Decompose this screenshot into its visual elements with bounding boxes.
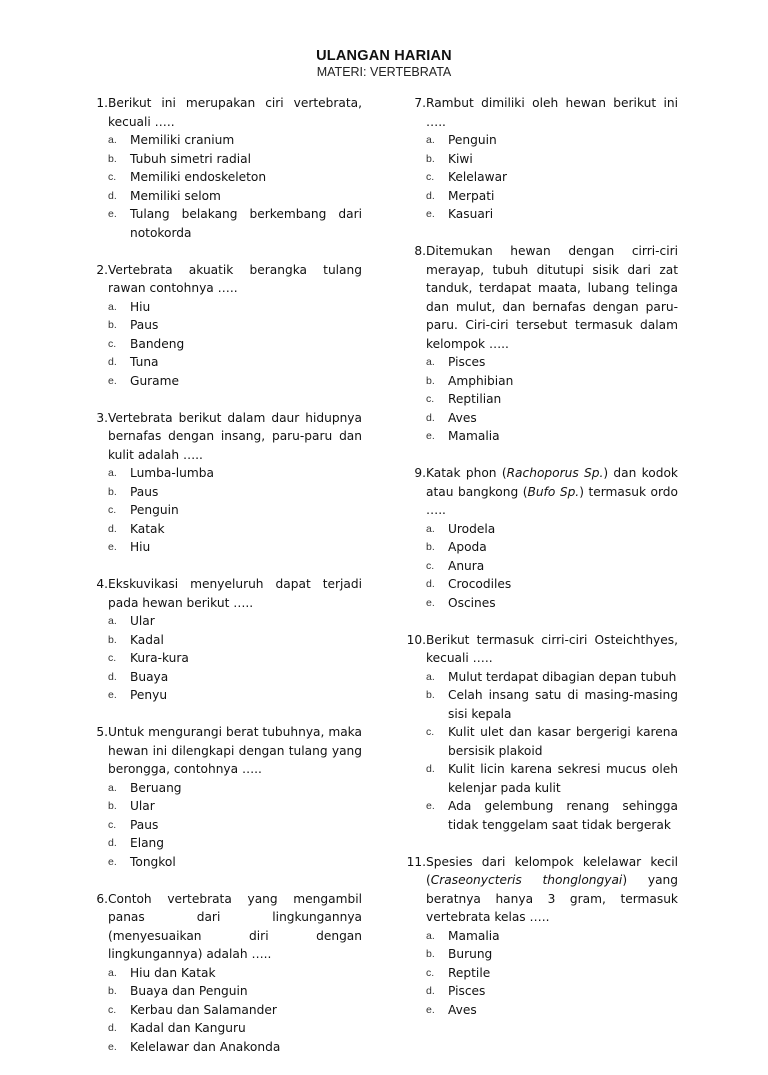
option-letter: a. (426, 670, 435, 683)
option-text: Mulut terdapat dibagian depan tubuh (448, 669, 677, 684)
option-letter: e. (108, 689, 117, 701)
option-list (402, 353, 678, 446)
answer-option (426, 760, 678, 797)
question-number: 1. (96, 96, 108, 110)
answer-option (108, 150, 362, 169)
answer-option (108, 168, 362, 187)
option-letter: a. (108, 300, 117, 313)
question-number: 2. (96, 262, 108, 277)
answer-option (108, 834, 362, 853)
question-number: 9. (414, 466, 426, 480)
question-text: Contoh vertebrata yang mengambil panas dari lingkungannya (menyesuaikan diri dengan lingkungannya) adalah ….. (108, 891, 362, 961)
answer-option (426, 557, 678, 576)
question-text: Untuk mengurangi berat tubuhnya, maka hewan ini dilengkapi dengan tulang yang berongga, contohnya ….. (108, 725, 362, 776)
option-letter: e. (426, 430, 435, 442)
option-letter: a. (108, 781, 117, 794)
answer-option (426, 131, 678, 150)
option-text: Hiu dan Katak (130, 965, 216, 980)
option-text: Kerbau dan Salamander (130, 1002, 277, 1017)
answer-option (426, 187, 678, 206)
answer-option (108, 372, 362, 391)
option-text: Mamalia (448, 928, 500, 943)
option-letter: d. (426, 985, 435, 997)
option-letter: e. (108, 541, 117, 553)
option-text: Paus (130, 318, 159, 332)
question-number: 5. (96, 725, 108, 739)
option-text: Urodela (448, 521, 496, 536)
option-letter: c. (108, 818, 117, 831)
question-number: 3. (96, 410, 108, 425)
question-text-part: ) dan kodok atau bangkong ( (426, 466, 678, 499)
answer-option (108, 131, 362, 150)
species-name: Rachoporus Sp. (506, 466, 604, 480)
option-list (84, 612, 362, 705)
question-number: 8. (414, 244, 426, 258)
option-letter: a. (426, 134, 435, 146)
answer-option (426, 353, 678, 372)
answer-option (426, 372, 678, 391)
option-text: Kulit licin karena sekresi mucus oleh kelenjar pada kulit (448, 762, 678, 795)
question-item (402, 853, 678, 1020)
page-title: ULANGAN HARIAN (316, 48, 452, 64)
option-letter: b. (108, 633, 117, 646)
option-list (84, 964, 362, 1057)
page-subtitle: MATERI: VERTEBRATA (316, 65, 452, 79)
answer-option (426, 927, 678, 946)
option-letter: c. (426, 559, 435, 572)
answer-option (108, 464, 362, 483)
option-text: Kiwi (448, 151, 473, 166)
right-column (402, 94, 678, 1038)
option-letter: c. (108, 337, 117, 350)
option-letter: c. (426, 966, 435, 979)
answer-option (426, 427, 678, 446)
answer-option (108, 797, 362, 816)
option-letter: e. (108, 855, 117, 868)
option-letter: d. (108, 522, 117, 535)
option-text: Reptile (448, 965, 491, 980)
option-text: Kulit ulet dan kasar bergerigi karena bersisik plakoid (448, 725, 678, 758)
answer-option (426, 168, 678, 187)
answer-option (426, 797, 678, 834)
answer-option (426, 594, 678, 613)
question-text: Ekskuvikasi menyeluruh dapat terjadi pada hewan berikut ….. (108, 577, 362, 610)
option-letter: b. (426, 948, 435, 960)
option-text: Tubuh simetri radial (130, 151, 251, 166)
question-text: Berikut termasuk cirri-ciri Osteichthyes, kecuali ….. (426, 632, 678, 665)
answer-option (108, 187, 362, 206)
question-head (84, 723, 362, 779)
option-text: Crocodiles (448, 577, 512, 591)
option-text: Anura (448, 558, 485, 573)
question-head (84, 890, 362, 964)
option-letter: c. (426, 393, 435, 405)
option-letter: a. (108, 134, 117, 146)
question-item (402, 94, 678, 224)
option-letter: b. (426, 689, 435, 701)
question-text: Rambut dimiliki oleh hewan berikut ini ….. (426, 96, 678, 129)
answer-option (108, 501, 362, 520)
option-letter: e. (426, 208, 435, 220)
option-text: Elang (130, 836, 165, 850)
question-item (402, 464, 678, 612)
option-text: Amphibian (448, 373, 514, 388)
option-letter: b. (108, 319, 117, 331)
question-item (84, 575, 362, 705)
option-letter: c. (108, 652, 117, 664)
option-text: Tuna (130, 355, 159, 369)
question-head (402, 242, 678, 353)
question-head (402, 631, 678, 668)
option-text: Aves (448, 410, 477, 425)
answer-option (108, 982, 362, 1001)
answer-option (108, 1001, 362, 1020)
option-letter: a. (426, 929, 435, 942)
option-text: Celah insang satu di masing-masing sisi kepala (448, 688, 678, 721)
option-letter: b. (108, 485, 117, 498)
question-item (84, 261, 362, 391)
option-letter: d. (108, 356, 117, 368)
question-head (84, 409, 362, 465)
question-head (84, 94, 362, 131)
option-text: Kelelawar (448, 170, 508, 184)
option-letter: a. (108, 467, 117, 479)
option-letter: a. (108, 966, 117, 979)
option-letter: b. (426, 374, 435, 387)
option-letter: c. (426, 171, 435, 183)
question-item (84, 409, 362, 557)
option-text: Buaya (130, 669, 169, 684)
answer-option (108, 779, 362, 798)
option-letter: c. (108, 171, 117, 183)
option-text: Merpati (448, 188, 495, 203)
question-head (84, 261, 362, 298)
option-text: Kadal (130, 632, 164, 647)
option-text: Mamalia (448, 429, 500, 443)
option-text: Memiliki cranium (130, 133, 235, 147)
answer-option (108, 1038, 362, 1057)
option-list (402, 520, 678, 613)
option-letter: e. (108, 1040, 117, 1053)
option-letter: d. (108, 837, 117, 849)
option-text: Paus (130, 817, 159, 832)
option-text: Memiliki endoskeleton (130, 170, 267, 184)
option-letter: d. (108, 670, 117, 683)
option-text: Tulang belakang berkembang dari notokorda (130, 207, 362, 240)
answer-option (426, 409, 678, 428)
option-letter: a. (426, 356, 435, 368)
option-text: Bandeng (130, 336, 185, 351)
option-text: Reptilian (448, 392, 502, 406)
option-list (402, 668, 678, 835)
answer-option (108, 483, 362, 502)
answer-option (108, 631, 362, 650)
answer-option (108, 205, 362, 242)
question-text: Vertebrata berikut dalam daur hidupnya bernafas dengan insang, paru-paru dan kulit adalah ….. (108, 410, 362, 462)
question-head (402, 464, 678, 520)
option-letter: e. (108, 374, 117, 387)
option-list (84, 131, 362, 242)
question-text: Ditemukan hewan dengan cirri-ciri merayap, tubuh ditutupi sisik dari zat tanduk, terdapat maata, lubang telinga dan mulut, dan bernafas dengan paru-paru. Ciri-ciri tersebut termasuk dalam kelompok ….. (426, 244, 678, 351)
question-item (84, 94, 362, 242)
option-letter: d. (426, 578, 435, 590)
option-text: Burung (448, 947, 493, 961)
question-item (402, 631, 678, 835)
answer-option (426, 150, 678, 169)
option-letter: e. (108, 208, 117, 220)
answer-option (426, 575, 678, 594)
option-text: Paus (130, 484, 159, 499)
option-letter: d. (108, 1022, 117, 1034)
option-letter: e. (426, 800, 435, 812)
option-text: Pisces (448, 355, 486, 369)
option-text: Ular (130, 799, 155, 813)
option-letter: c. (108, 1003, 117, 1016)
option-letter: d. (426, 411, 435, 424)
answer-option (108, 649, 362, 668)
question-head (402, 94, 678, 131)
answer-option (108, 538, 362, 557)
question-text: Berikut ini merupakan ciri vertebrata, kecuali ….. (108, 96, 362, 129)
option-letter: e. (426, 1003, 435, 1016)
option-letter: b. (426, 541, 435, 553)
option-text: Pisces (448, 984, 486, 998)
option-letter: d. (426, 763, 435, 775)
option-text: Beruang (130, 780, 182, 795)
option-text: Kasuari (448, 207, 494, 221)
answer-option (426, 538, 678, 557)
option-text: Gurame (130, 373, 180, 388)
question-text-part: ) yang beratnya hanya 3 gram, termasuk vertebrata kelas ….. (426, 873, 678, 924)
option-text: Hiu (130, 540, 151, 554)
answer-option (108, 853, 362, 872)
option-list (84, 779, 362, 872)
question-item (84, 890, 362, 1057)
question-text-part: Spesies dari kelompok kelelawar kecil ( (426, 854, 678, 887)
option-text: Oscines (448, 595, 496, 610)
answer-option (426, 1001, 678, 1020)
question-text-part: ) termasuk ordo ….. (426, 484, 678, 517)
answer-option (108, 335, 362, 354)
option-text: Lumba-lumba (130, 466, 214, 480)
question-number: 11. (406, 854, 426, 869)
option-letter: c. (426, 726, 435, 738)
option-list (402, 927, 678, 1020)
answer-option (108, 316, 362, 335)
answer-option (108, 520, 362, 539)
option-letter: d. (426, 189, 435, 202)
option-text: Katak (130, 521, 165, 536)
question-head (84, 575, 362, 612)
option-letter: e. (426, 596, 435, 609)
question-text-part: Katak phon ( (426, 466, 507, 480)
option-text: Ular (130, 614, 155, 628)
option-text: Hiu (130, 299, 151, 314)
question-number: 6. (96, 891, 108, 906)
option-text: Tongkol (130, 854, 176, 869)
answer-option (108, 298, 362, 317)
question-item (402, 242, 678, 446)
answer-option (108, 612, 362, 631)
option-text: Penyu (130, 688, 168, 702)
option-letter: d. (108, 189, 117, 202)
question-number: 4. (96, 577, 108, 591)
answer-option (426, 945, 678, 964)
answer-option (426, 668, 678, 687)
option-list (84, 464, 362, 557)
answer-option (108, 353, 362, 372)
question-text: Vertebrata akuatik berangka tulang rawan contohnya ….. (108, 262, 362, 295)
question-number: 10. (406, 632, 426, 647)
answer-option (108, 964, 362, 983)
option-text: Ada gelembung renang sehingga tidak tenggelam saat tidak bergerak (448, 799, 678, 832)
answer-option (108, 686, 362, 705)
option-letter: b. (108, 800, 117, 812)
option-letter: b. (426, 152, 435, 165)
answer-option (426, 686, 678, 723)
answer-option (426, 964, 678, 983)
option-text: Penguin (448, 133, 497, 147)
option-text: Kura-kura (130, 651, 189, 665)
answer-option (426, 723, 678, 760)
option-letter: a. (426, 522, 435, 535)
option-text: Memiliki selom (130, 188, 221, 203)
answer-option (108, 816, 362, 835)
option-letter: b. (108, 152, 117, 165)
option-text: Buaya dan Penguin (130, 984, 248, 998)
option-text: Penguin (130, 503, 179, 517)
answer-option (426, 520, 678, 539)
option-list (84, 298, 362, 391)
option-text: Kadal dan Kanguru (130, 1021, 246, 1035)
question-text (426, 853, 678, 927)
option-letter: a. (108, 615, 117, 627)
option-letter: b. (108, 985, 117, 997)
option-list (402, 131, 678, 224)
left-column (84, 94, 362, 1075)
question-item (84, 723, 362, 871)
option-text: Kelelawar dan Anakonda (130, 1039, 281, 1054)
option-text: Aves (448, 1002, 477, 1017)
question-text (426, 464, 678, 520)
question-head (402, 853, 678, 927)
answer-option (426, 205, 678, 224)
question-number: 7. (414, 96, 426, 110)
answer-option (426, 982, 678, 1001)
answer-option (108, 1019, 362, 1038)
option-letter: c. (108, 504, 117, 516)
species-name: Bufo Sp. (527, 484, 580, 499)
option-text: Apoda (448, 540, 487, 554)
page-header (0, 48, 768, 80)
answer-option (426, 390, 678, 409)
species-name: Craseonycteris thonglongyai (430, 873, 623, 887)
answer-option (108, 668, 362, 687)
